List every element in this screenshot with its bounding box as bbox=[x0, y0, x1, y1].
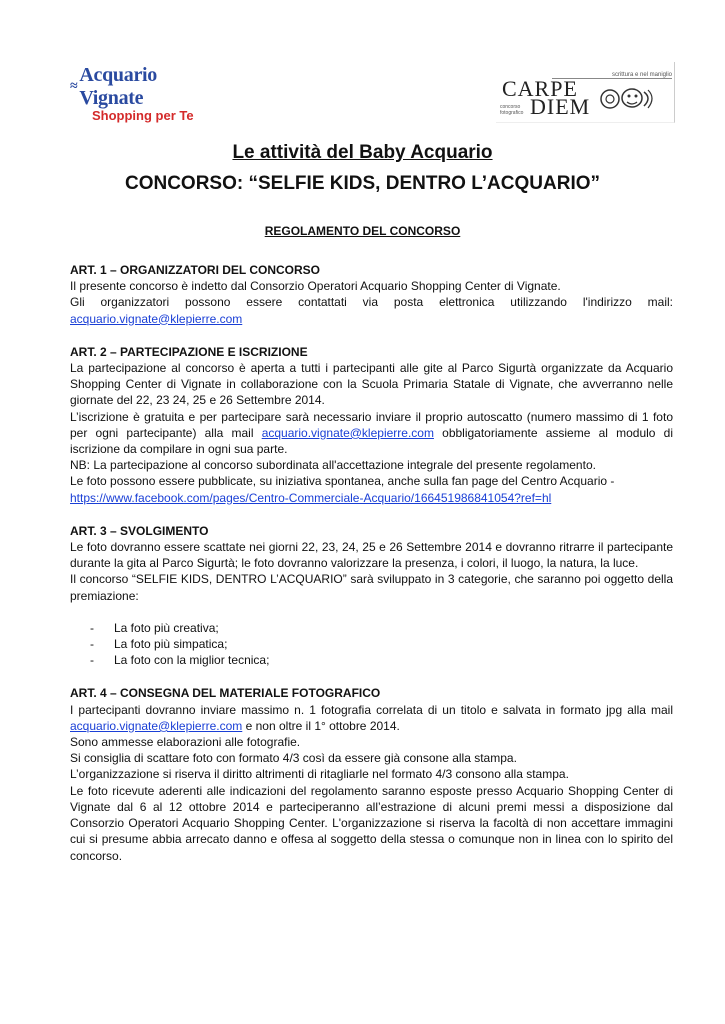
article-2-email-link[interactable]: acquario.vignate@klepierre.com bbox=[261, 425, 434, 440]
category-list bbox=[70, 620, 673, 669]
logo-carpe: CARPE bbox=[502, 76, 578, 101]
logo-tagline: Shopping per Te bbox=[92, 108, 194, 123]
article-2-paragraph-3: NB: La partecipazione al concorso subordinata all'accettazione integrale del presente regolamento. bbox=[70, 458, 596, 473]
article-4-paragraph-5: Le foto ricevute aderenti alle indicazioni del regolamento saranno esposte presso Acquario Shopping Center di Vignate dal 6 al 12 ottobre 2014 e parteciperanno all’estrazione di alcuni premi messi a disposizione dal Consorzio Operatori Acquario Shopping Center. L'organizzazione si riserva la facoltà di non accettare immagini cui si presume abbia arrecato danno e offesa al soggetto della stessa o comunque non in linea con lo spirito del concorso. bbox=[70, 783, 673, 863]
camera-doodle-icon bbox=[596, 84, 658, 114]
article-1-heading: ART. 1 – ORGANIZZATORI DEL CONCORSO bbox=[70, 263, 321, 277]
logo-brand-text: Acquario Vignate bbox=[79, 64, 157, 109]
article-2 bbox=[70, 344, 673, 506]
article-3-paragraph-2: Il concorso “SELFIE KIDS, DENTRO L’ACQUARIO” sarà sviluppato in 3 categorie, che saranno poi oggetto della premiazione: bbox=[70, 572, 673, 603]
article-3 bbox=[70, 523, 673, 669]
article-2-heading: ART. 2 – PARTECIPAZIONE E ISCRIZIONE bbox=[70, 344, 308, 359]
acquario-vignate-logo bbox=[70, 64, 220, 123]
contest-title: CONCORSO: “SELFIE KIDS, DENTRO L’ACQUARIO” bbox=[124, 173, 601, 194]
article-1-paragraph-2: Gli organizzatori possono essere contattati via posta elettronica utilizzando l'indirizzo mail: bbox=[70, 295, 673, 310]
regulation-title: REGOLAMENTO DEL CONCORSO bbox=[264, 224, 461, 238]
regulation-body bbox=[70, 262, 673, 881]
article-4-heading: ART. 4 – CONSEGNA DEL MATERIALE FOTOGRAFICO bbox=[70, 686, 381, 701]
article-2-paragraph-2: L’iscrizione è gratuita e per partecipare sarà necessario inviare il proprio autoscatto (numero massimo di 1 foto per ogni partecipante) alla mail acquario.vignate@klepierre.com obbligatoriamente assieme al modulo di iscrizione da compilare in ogni sua parte. bbox=[70, 409, 673, 457]
article-1 bbox=[70, 262, 673, 327]
facebook-page-link[interactable]: https://www.facebook.com/pages/Centro-Commerciale-Acquario/166451986841054?ref=hl bbox=[70, 490, 552, 505]
article-4-paragraph-3: Si consiglia di scattare foto con formato 4/3 così da essere già consone alla stampa. bbox=[70, 751, 517, 766]
logo-top-line: scrittura e nel maniglio bbox=[552, 72, 672, 79]
logo-diem: DIEM bbox=[530, 94, 591, 119]
article-4-paragraph-4: L’organizzazione si riserva il diritto altrimenti di ritagliarle nel formato 4/3 consono alla stampa. bbox=[70, 767, 569, 782]
article-4 bbox=[70, 685, 673, 863]
article-3-heading: ART. 3 – SVOLGIMENTO bbox=[70, 523, 209, 538]
article-1-email-link[interactable]: acquario.vignate@klepierre.com bbox=[70, 311, 243, 326]
carpe-diem-logo bbox=[496, 62, 675, 123]
article-4-paragraph-1: I partecipanti dovranno inviare massimo n. 1 fotografia correlata di un titolo e salvata in formato jpg alla mail acquario.vignate@klepierre.com e non oltre il 1° ottobre 2014. bbox=[70, 702, 673, 733]
logo-sub: concorso fotografico bbox=[500, 104, 524, 116]
list-item: - La foto più creativa; bbox=[70, 620, 673, 636]
article-2-paragraph-1: La partecipazione al concorso è aperta a tutti i partecipanti alle gite al Parco Sigurtà organizzate da Acquario Shopping Center di Vignate in collaborazione con la Scuola Primaria Statale di Vignate, che avverranno nelle giornate del 22, 23 24, 25 e 26 Settembre 2014. bbox=[70, 361, 673, 408]
page-title: Le attività del Baby Acquario bbox=[232, 142, 493, 163]
list-item: - La foto più simpatica; bbox=[70, 636, 673, 652]
article-2-paragraph-4: Le foto possono essere pubblicate, su iniziativa spontanea, anche sulla fan page del Centro Acquario - bbox=[70, 474, 615, 489]
article-3-paragraph-1: Le foto dovranno essere scattate nei giorni 22, 23, 24, 25 e 26 Settembre 2014 e dovranno ritrarre il partecipante durante la gita al Parco Sigurtà; le foto dovranno valorizzare la presenza, i colori, il luogo, la natura, la luce. bbox=[70, 540, 673, 571]
article-4-email-link[interactable]: acquario.vignate@klepierre.com bbox=[70, 718, 243, 733]
wave-icon: ≈ bbox=[70, 79, 78, 94]
article-1-paragraph-1: Il presente concorso è indetto dal Consorzio Operatori Acquario Shopping Center di Vignate. bbox=[70, 279, 561, 294]
list-item: - La foto con la miglior tecnica; bbox=[70, 652, 673, 668]
article-4-paragraph-2: Sono ammesse elaborazioni alle fotografie. bbox=[70, 735, 301, 750]
